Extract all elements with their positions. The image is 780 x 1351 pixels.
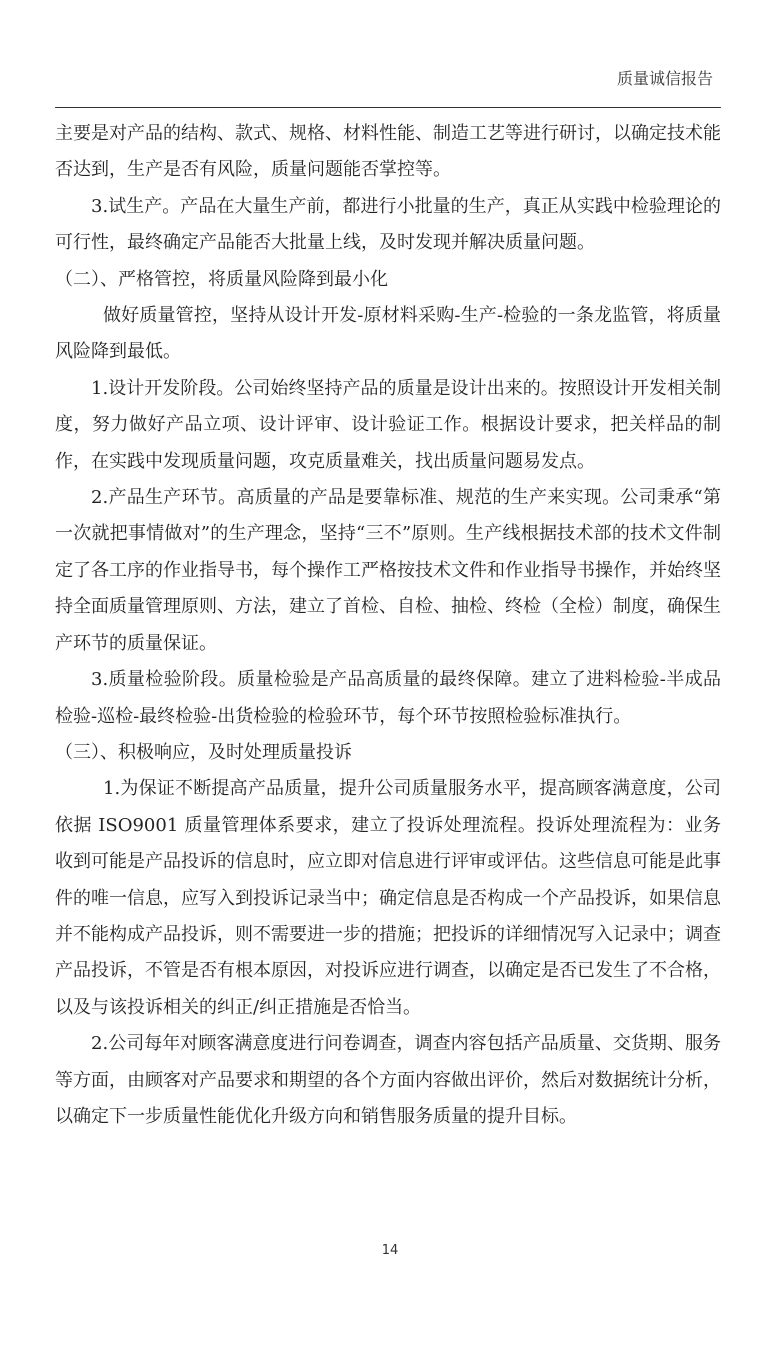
page-header bbox=[55, 0, 721, 108]
paragraph-quality-control: 做好质量管控，坚持从设计开发-原材料采购-生产-检验的一条龙监管，将质量风险降到最低。 bbox=[55, 305, 721, 363]
section-heading-3: （三）、积极响应，及时处理质量投诉 bbox=[55, 741, 352, 763]
paragraph-inspection-stage: 3.质量检验阶段。质量检验是产品高质量的最终保障。建立了进料检验-半成品检验-巡检-最终检验-出货检验的检验环节，每个环节按照检验标准执行。 bbox=[55, 669, 721, 727]
header-title: 质量诚信报告 bbox=[616, 69, 713, 88]
paragraph-complaint-process: 1.为保证不断提高产品质量，提升公司质量服务水平，提高顾客满意度，公司依据 ISO9001 质量管理体系要求，建立了投诉处理流程。投诉处理流程为：业务收到可能是产品投诉的信息时，应立即对信息进行评审或评估。这些信息可能是此事件的唯一信息，应写入到投诉记录当中；确定信息是否构成一个产品投诉，如果信息并不能构成产品投诉，则不需要进一步的措施；把投诉的详细情况写入记录中；调查产品投诉，不管是否有根本原因，对投诉应进行调查，以确定是否已发生了不合格，以及与该投诉相关的纠正/纠正措施是否恰当。 bbox=[55, 778, 721, 1018]
paragraph-production-stage: 2.产品生产环节。高质量的产品是要靠标准、规范的生产来实现。公司秉承“第一次就把事情做对”的生产理念，坚持“三不”原则。生产线根据技术部的技术文件制定了各工序的作业指导书，每个操作工严格按技术文件和作业指导书操作，并始终坚持全面质量管理原则、方法，建立了首检、自检、抽检、终检（全检）制度，确保生产环节的质量保证。 bbox=[55, 487, 721, 654]
section-heading-2: （二）、严格管控，将质量风险降到最小化 bbox=[55, 268, 388, 290]
paragraph-design-stage: 1.设计开发阶段。公司始终坚持产品的质量是设计出来的。按照设计开发相关制度，努力做好产品立项、设计评审、设计验证工作。根据设计要求，把关样品的制作，在实践中发现质量问题，攻克质量难关，找出质量问题易发点。 bbox=[55, 377, 721, 472]
paragraph-trial-production: 3.试生产。产品在大量生产前，都进行小批量的生产，真正从实践中检验理论的可行性，最终确定产品能否大批量上线，及时发现并解决质量问题。 bbox=[55, 195, 721, 254]
document-body bbox=[55, 116, 721, 1135]
page-number: 14 bbox=[381, 1243, 399, 1258]
paragraph-continuation: 主要是对产品的结构、款式、规格、材料性能、制造工艺等进行研讨，以确定技术能否达到，生产是否有风险，质量问题能否掌控等。 bbox=[55, 123, 721, 181]
paragraph-satisfaction-survey: 2.公司每年对顾客满意度进行问卷调查，调查内容包括产品质量、交货期、服务等方面，由顾客对产品要求和期望的各个方面内容做出评价，然后对数据统计分析，以确定下一步质量性能优化升级方向和销售服务质量的提升目标。 bbox=[55, 1033, 721, 1127]
